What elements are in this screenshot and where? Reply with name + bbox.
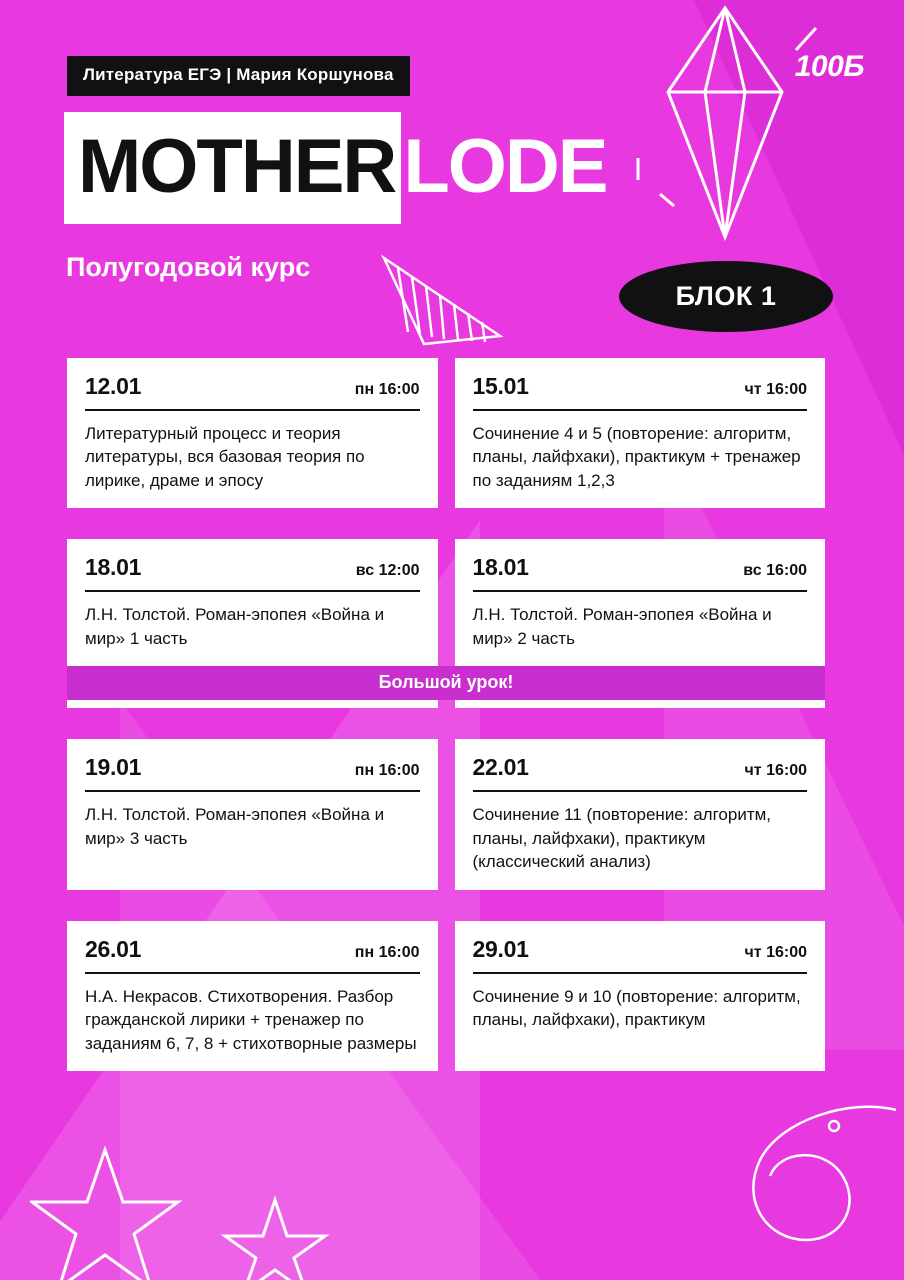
lesson-card-header	[473, 936, 808, 974]
score-badge: 100Б	[794, 50, 864, 83]
lesson-date: 18.01	[85, 554, 142, 581]
lesson-date: 29.01	[472, 935, 529, 962]
lesson-time: вс 16:00	[743, 562, 807, 580]
lesson-date: 18.01	[472, 554, 529, 581]
lesson-time: чт 16:00	[744, 762, 807, 780]
schedule-row	[67, 358, 825, 508]
lesson-card-header	[85, 373, 420, 411]
squiggle-icon	[600, 1090, 900, 1280]
schedule-row	[67, 739, 825, 889]
lesson-time: пн 16:00	[354, 381, 420, 398]
lesson-time: пн 16:00	[354, 943, 420, 961]
lesson-date: 12.01	[85, 373, 142, 399]
big-lesson-underline	[67, 700, 825, 708]
big-lesson-banner-row	[67, 666, 825, 708]
schedule-grid	[67, 358, 825, 1102]
lesson-card[interactable]	[67, 539, 438, 666]
logo-secondary-text: LODE	[403, 124, 607, 209]
diamond-icon	[660, 0, 790, 245]
lesson-description: Сочинение 4 и 5 (повторение: алгоритм, планы, лайфхаки), практикум + тренажер по заданиям 1,2,3	[472, 424, 801, 490]
lesson-description: Л.Н. Толстой. Роман-эпопея «Война и мир» 2 часть	[472, 605, 772, 648]
underline-strip	[455, 700, 826, 708]
sparkle-icon-2	[630, 150, 680, 210]
lesson-date: 22.01	[472, 754, 529, 781]
lesson-card[interactable]	[455, 358, 826, 508]
logo-primary-text: MOTHER	[64, 112, 401, 224]
lesson-description: Сочинение 9 и 10 (повторение: алгоритм, планы, лайфхаки), практикум	[472, 986, 801, 1030]
lesson-date: 15.01	[472, 373, 529, 399]
lesson-card[interactable]	[455, 739, 826, 889]
lesson-date: 19.01	[85, 754, 142, 781]
big-lesson-banner: Большой урок!	[67, 666, 825, 700]
lesson-time: чт 16:00	[744, 381, 807, 398]
underline-strip	[67, 700, 438, 708]
block-badge: БЛОК 1	[619, 261, 833, 332]
lesson-time: вс 12:00	[355, 562, 420, 580]
lesson-card-header	[85, 754, 420, 792]
lesson-card-header	[473, 554, 808, 592]
lesson-card[interactable]	[455, 539, 826, 666]
lesson-card[interactable]	[67, 921, 438, 1071]
lesson-description: Сочинение 11 (повторение: алгоритм, планы, лайфхаки), практикум (классический анализ)	[472, 805, 772, 872]
lesson-card-header	[85, 554, 420, 592]
logo	[64, 112, 606, 224]
stars-icon	[30, 1140, 360, 1280]
lesson-card[interactable]	[67, 358, 438, 508]
course-tagline: Литература ЕГЭ | Мария Коршунова	[67, 56, 410, 96]
lesson-time: чт 16:00	[744, 943, 807, 961]
schedule-row	[67, 539, 825, 666]
lesson-time: пн 16:00	[354, 762, 420, 780]
lesson-description: Л.Н. Толстой. Роман-эпопея «Война и мир» 1 часть	[85, 605, 385, 648]
lesson-description: Н.А. Некрасов. Стихотворения. Разбор гражданской лирики + тренажер по заданиям 6, 7, 8 + стихотворные размеры	[85, 986, 417, 1053]
lesson-description: Литературный процесс и теория литературы, вся базовая теория по лирике, драме и эпосу	[85, 424, 365, 490]
course-subtitle: Полугодовой курс	[66, 252, 311, 282]
hatched-arrow-icon	[372, 240, 512, 350]
lesson-date: 26.01	[85, 935, 142, 962]
lesson-card-header	[473, 754, 808, 792]
lesson-card-header	[473, 373, 808, 411]
lesson-card[interactable]	[67, 739, 438, 889]
lesson-card-header	[85, 936, 420, 974]
lesson-description: Л.Н. Толстой. Роман-эпопея «Война и мир» 3 часть	[85, 805, 385, 848]
lesson-card[interactable]	[455, 921, 826, 1071]
schedule-row	[67, 921, 825, 1071]
